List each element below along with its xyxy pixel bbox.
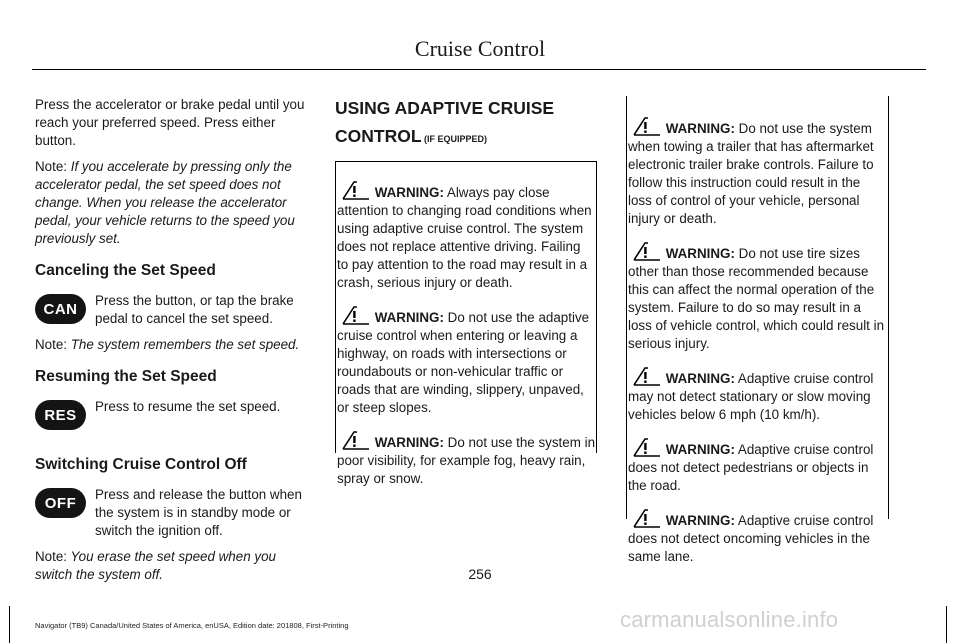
warning-triangle-icon xyxy=(632,241,662,261)
warning-text: Do not use the adaptive cruise control when entering or leaving a highway, on roads with intersections or roundabouts or non-vehicular traffic or roads that are winding, slippery, unpaved, or steep slopes. xyxy=(337,310,590,415)
warning-triangle-icon xyxy=(632,116,662,136)
can-text: Press the button, or tap the brake pedal to cancel the set speed. xyxy=(95,293,294,326)
warning-label: WARNING: xyxy=(374,185,444,200)
off-text: Press and release the button when the system is in standby mode or switch the ignition off. xyxy=(95,487,302,538)
edition-footer: Navigator (TB9) Canada/United States of America, enUSA, Edition date: 201808, First-Printing xyxy=(35,621,349,630)
res-button-icon: RES xyxy=(35,400,86,430)
warning-item xyxy=(336,180,596,292)
crop-mark-left xyxy=(9,606,10,643)
warning-triangle-icon xyxy=(341,305,371,325)
watermark-url: carmanualsonline.info xyxy=(620,607,839,632)
note-text: You erase the set speed when you switch the system off. xyxy=(35,549,276,582)
page-header-title: Cruise Control xyxy=(414,36,546,61)
off-button-icon: OFF xyxy=(35,488,86,518)
column-middle xyxy=(335,96,597,486)
warning-triangle-icon xyxy=(632,366,662,386)
can-button-row xyxy=(35,292,306,328)
canceling-heading: Canceling the Set Speed xyxy=(35,262,216,279)
note-text: If you accelerate by pressing only the accelerator pedal, the set speed does not change. When you release the accelerator pedal, your vehicle returns to the speed you previously set. xyxy=(35,159,295,246)
warning-item xyxy=(627,241,888,353)
column-left xyxy=(35,96,306,584)
res-button-row xyxy=(35,398,306,430)
note-text: The system remembers the set speed. xyxy=(67,337,300,352)
warning-text: Do not use the system in poor visibility, for example fog, heavy rain, spray or snow. xyxy=(337,435,596,486)
page-number: 256 xyxy=(468,566,492,582)
warning-item xyxy=(627,437,888,495)
warning-text: Adaptive cruise control may not detect stationary or slow moving vehicles below 6 mph (10 km/h). xyxy=(628,371,874,422)
warning-text: Always pay close attention to changing road conditions when using adaptive cruise control. The system does not replace attentive driving. Failing to pay attention to the road may result in a crash, serious injury or death. xyxy=(337,185,592,290)
warning-item xyxy=(627,366,888,424)
switching-heading: Switching Cruise Control Off xyxy=(35,456,247,473)
warning-triangle-icon xyxy=(341,180,371,200)
warning-text: Adaptive cruise control does not detect pedestrians or objects in the road. xyxy=(628,442,874,493)
column-right xyxy=(626,96,889,564)
crop-mark-right xyxy=(946,606,947,643)
section-heading-line2: CONTROL xyxy=(335,126,422,146)
section-heading-line1: USING ADAPTIVE CRUISE xyxy=(335,98,555,118)
intro-paragraph: Press the accelerator or brake pedal until you reach your preferred speed. Press either button. xyxy=(35,97,305,148)
note-label: Note: xyxy=(35,159,68,174)
can-button-icon: CAN xyxy=(35,294,86,324)
warning-label: WARNING: xyxy=(665,513,735,528)
warning-item xyxy=(336,305,596,417)
warning-label: WARNING: xyxy=(665,246,735,261)
section-heading xyxy=(335,96,597,151)
warning-triangle-icon xyxy=(341,430,371,450)
warning-label: WARNING: xyxy=(374,310,444,325)
warning-text: Do not use tire sizes other than those recommended because this can affect the normal operation of the system. Failure to do so may result in a loss of vehicle control, which could result in serious injury. xyxy=(628,246,885,351)
warning-triangle-icon xyxy=(632,508,662,528)
warning-label: WARNING: xyxy=(665,121,735,136)
off-button-row xyxy=(35,486,306,540)
warning-box xyxy=(626,96,889,564)
warning-item xyxy=(627,116,888,228)
note-2 xyxy=(35,336,306,354)
note-1 xyxy=(35,158,306,248)
warning-item xyxy=(627,508,888,566)
note-label: Note: xyxy=(35,337,68,352)
warning-box xyxy=(335,161,597,486)
warning-label: WARNING: xyxy=(665,442,735,457)
warning-text: Adaptive cruise control does not detect oncoming vehicles in the same lane. xyxy=(628,513,874,564)
resuming-heading: Resuming the Set Speed xyxy=(35,368,217,385)
note-label: Note: xyxy=(35,549,68,564)
if-equipped-label: (IF EQUIPPED) xyxy=(421,134,488,144)
warning-text: Do not use the system when towing a trailer that has aftermarket electronic trailer brake controls. Failure to follow this instruction could result in the loss of control of your vehicle, personal injury or death. xyxy=(628,121,874,226)
header-rule xyxy=(32,69,926,70)
warning-triangle-icon xyxy=(632,437,662,457)
res-text: Press to resume the set speed. xyxy=(95,399,281,414)
warning-item xyxy=(336,430,596,488)
warning-label: WARNING: xyxy=(665,371,735,386)
warning-label: WARNING: xyxy=(374,435,444,450)
